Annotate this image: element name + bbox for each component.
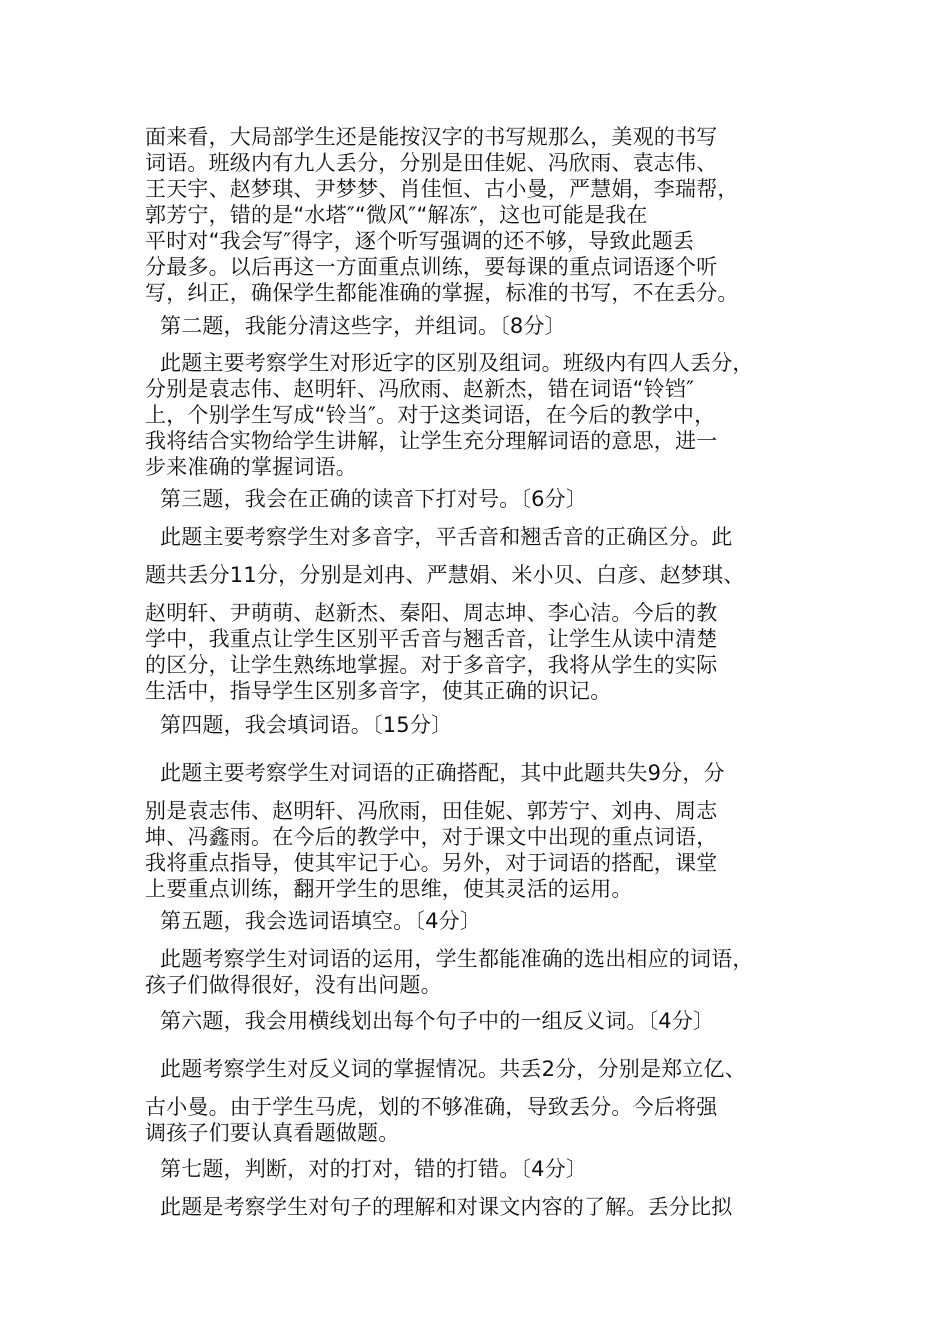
para2-line-2: 分别是袁志伟、赵明轩、冯欣雨、赵新杰，错在词语“铃铛″ <box>145 377 695 401</box>
q5-heading: 第五题，我会选词语填空。〔4分〕 <box>160 909 482 933</box>
para3-line-1: 此题主要考察学生对多音字，平舌音和翘舌音的正确区分。此 <box>160 525 733 549</box>
para2-line-3: 上，个别学生写成“铃当″。对于这类词语，在今后的教学中， <box>145 403 716 427</box>
para3-line-6: 生活中，指导学生区别多音字，使其正确的识记。 <box>145 679 612 703</box>
para4-line-3: 坤、冯鑫雨。在今后的教学中，对于课文中出现的重点词语， <box>145 825 718 849</box>
para1-line-5: 平时对“我会写″得字，逐个听写强调的还不够，导致此题丢 <box>145 229 695 253</box>
para1-line-7: 写，纠正，确保学生都能准确的掌握，标准的书写，不在丢分。 <box>145 281 739 305</box>
q7-heading: 第七题，判断，对的打对，错的打错。〔4分〕 <box>160 1157 588 1181</box>
para7-line-1: 此题是考察学生对句子的理解和对课文内容的了解。丢分比拟 <box>160 1195 733 1219</box>
para2-line-5: 步来准确的掌握词语。 <box>145 455 357 479</box>
para3-line-4: 学中，我重点让学生区别平舌音与翘舌音，让学生从读中清楚 <box>145 627 718 651</box>
para4-line-2: 别是袁志伟、赵明轩、冯欣雨，田佳妮、郭芳宁、刘冉、周志 <box>145 799 718 823</box>
para4-line-1: 此题主要考察学生对词语的正确搭配，其中此题共失9分，分 <box>160 761 725 785</box>
para1-line-2: 词语。班级内有九人丢分，分别是田佳妮、冯欣雨、袁志伟、 <box>145 151 718 175</box>
para1-line-3: 王天宇、赵梦琪、尹梦梦、肖佳恒、古小曼，严慧娟，李瑞帮， <box>145 177 739 201</box>
para1-line-1: 面来看，大局部学生还是能按汉字的书写规那么，美观的书写 <box>145 125 718 149</box>
para2-line-1: 此题主要考察学生对形近字的区别及组词。班级内有四人丢分， <box>160 351 754 375</box>
q4-heading: 第四题，我会填词语。〔15分〕 <box>160 713 453 737</box>
para1-line-6: 分最多。以后再这一方面重点训练，要每课的重点词语逐个听 <box>145 255 718 279</box>
para1-line-4: 郭芳宁，错的是“水塔″“微风″“解冻″，这也可能是我在 <box>145 203 648 227</box>
para6-line-2: 古小曼。由于学生马虎，划的不够准确，导致丢分。今后将强 <box>145 1095 718 1119</box>
para3-line-3: 赵明轩、尹萌萌、赵新杰、秦阳、周志坤、李心洁。今后的教 <box>145 601 718 625</box>
para2-line-4: 我将结合实物给学生讲解，让学生充分理解词语的意思，进一 <box>145 429 718 453</box>
para6-line-1: 此题考察学生对反义词的掌握情况。共丢2分，分别是郑立亿、 <box>160 1057 746 1081</box>
para3-line-2: 题共丢分11分，分别是刘冉、严慧娟、米小贝、白彦、赵梦琪、 <box>145 563 745 587</box>
para5-line-2: 孩子们做得很好，没有出问题。 <box>145 973 442 997</box>
para4-line-5: 上要重点训练，翻开学生的思维，使其灵活的运用。 <box>145 877 633 901</box>
q6-heading: 第六题，我会用横线划出每个句子中的一组反义词。〔4分〕 <box>160 1009 715 1033</box>
para6-line-3: 调孩子们要认真看题做题。 <box>145 1121 400 1145</box>
para5-line-1: 此题考察学生对词语的运用，学生都能准确的选出相应的词语， <box>160 947 754 971</box>
q2-heading: 第二题，我能分清这些字，并组词。〔8分〕 <box>160 314 566 338</box>
q3-heading: 第三题，我会在正确的读音下打对号。〔6分〕 <box>160 487 588 511</box>
para4-line-4: 我将重点指导，使其牢记于心。另外，对于词语的搭配，课堂 <box>145 851 718 875</box>
para3-line-5: 的区分，让学生熟练地掌握。对于多音字，我将从学生的实际 <box>145 653 718 677</box>
